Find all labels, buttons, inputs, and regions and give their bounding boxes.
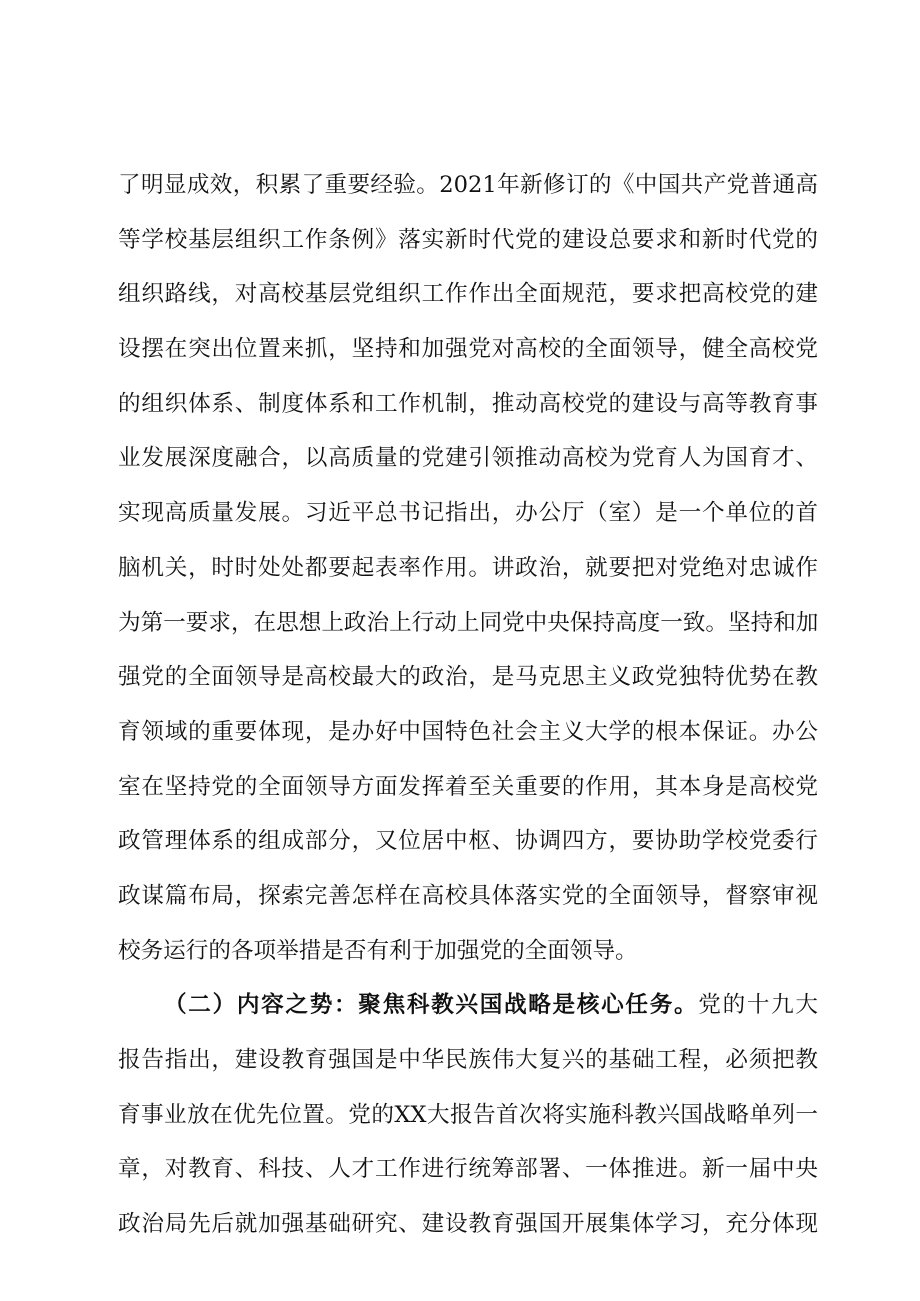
paragraph2-first-line-rest: 党的十九大: [698, 992, 819, 1019]
paragraph1-line: 为第一要求，在思想上政治上行动上同党中央保持高度一致。坚持和加: [118, 609, 819, 636]
section-heading: （二）内容之势：聚焦科教兴国战略是核心任务。: [164, 992, 699, 1019]
paragraph2-line: 章，对教育、科技、人才工作进行统筹部署、一体推进。新一届中央: [118, 1156, 818, 1183]
paragraph1-line: 了明显成效，积累了重要经验。2021年新修订的《中国共产党普通高: [118, 172, 818, 198]
paragraph2-line: 报告指出，建设教育强国是中华民族伟大复兴的基础工程，必须把教: [118, 1047, 818, 1073]
paragraph2-first-line: [118, 978, 818, 1033]
paragraph1-line: 政管理体系的组成部分，又位居中枢、协调四方，要协助学校党委行: [118, 828, 818, 855]
paragraph1-line: 业发展深度融合，以高质量的党建引领推动高校为党育人为国育才、: [118, 445, 818, 472]
body-text: [118, 158, 818, 1252]
paragraph1-line: 的组织体系、制度体系和工作机制，推动高校党的建设与高等教育事: [118, 390, 818, 417]
paragraph2-line: 育事业放在优先位置。党的XX大报告首次将实施科教兴国战略单列一: [118, 1101, 818, 1128]
paragraph1-line: 校务运行的各项举措是否有利于加强党的全面领导。: [118, 937, 638, 964]
paragraph1-line: 政谋篇布局，探索完善怎样在高校具体落实党的全面领导，督察审视: [118, 882, 818, 909]
paragraph1-line: 实现高质量发展。习近平总书记指出，办公厅（室）是一个单位的首: [118, 500, 818, 527]
paragraph1-line: 育领域的重要体现，是办好中国特色社会主义大学的根本保证。办公: [118, 718, 818, 745]
paragraph1-line: 设摆在突出位置来抓，坚持和加强党对高校的全面领导，健全高校党: [118, 336, 818, 363]
paragraph1-line: 组织路线，对高校基层党组织工作作出全面规范，要求把高校党的建: [118, 281, 818, 308]
paragraph1-line: 脑机关，时时处处都要起表率作用。讲政治，就要把对党绝对忠诚作: [118, 554, 818, 581]
paragraph1-line: 强党的全面领导是高校最大的政治，是马克思主义政党独特优势在教: [118, 664, 818, 691]
paragraph1-line: 室在坚持党的全面领导方面发挥着至关重要的作用，其本身是高校党: [118, 773, 818, 800]
paragraph1-line: 等学校基层组织工作条例》落实新时代党的建设总要求和新时代党的: [118, 226, 818, 253]
paragraph2-line: 政治局先后就加强基础研究、建设教育强国开展集体学习，充分体现: [118, 1211, 818, 1238]
